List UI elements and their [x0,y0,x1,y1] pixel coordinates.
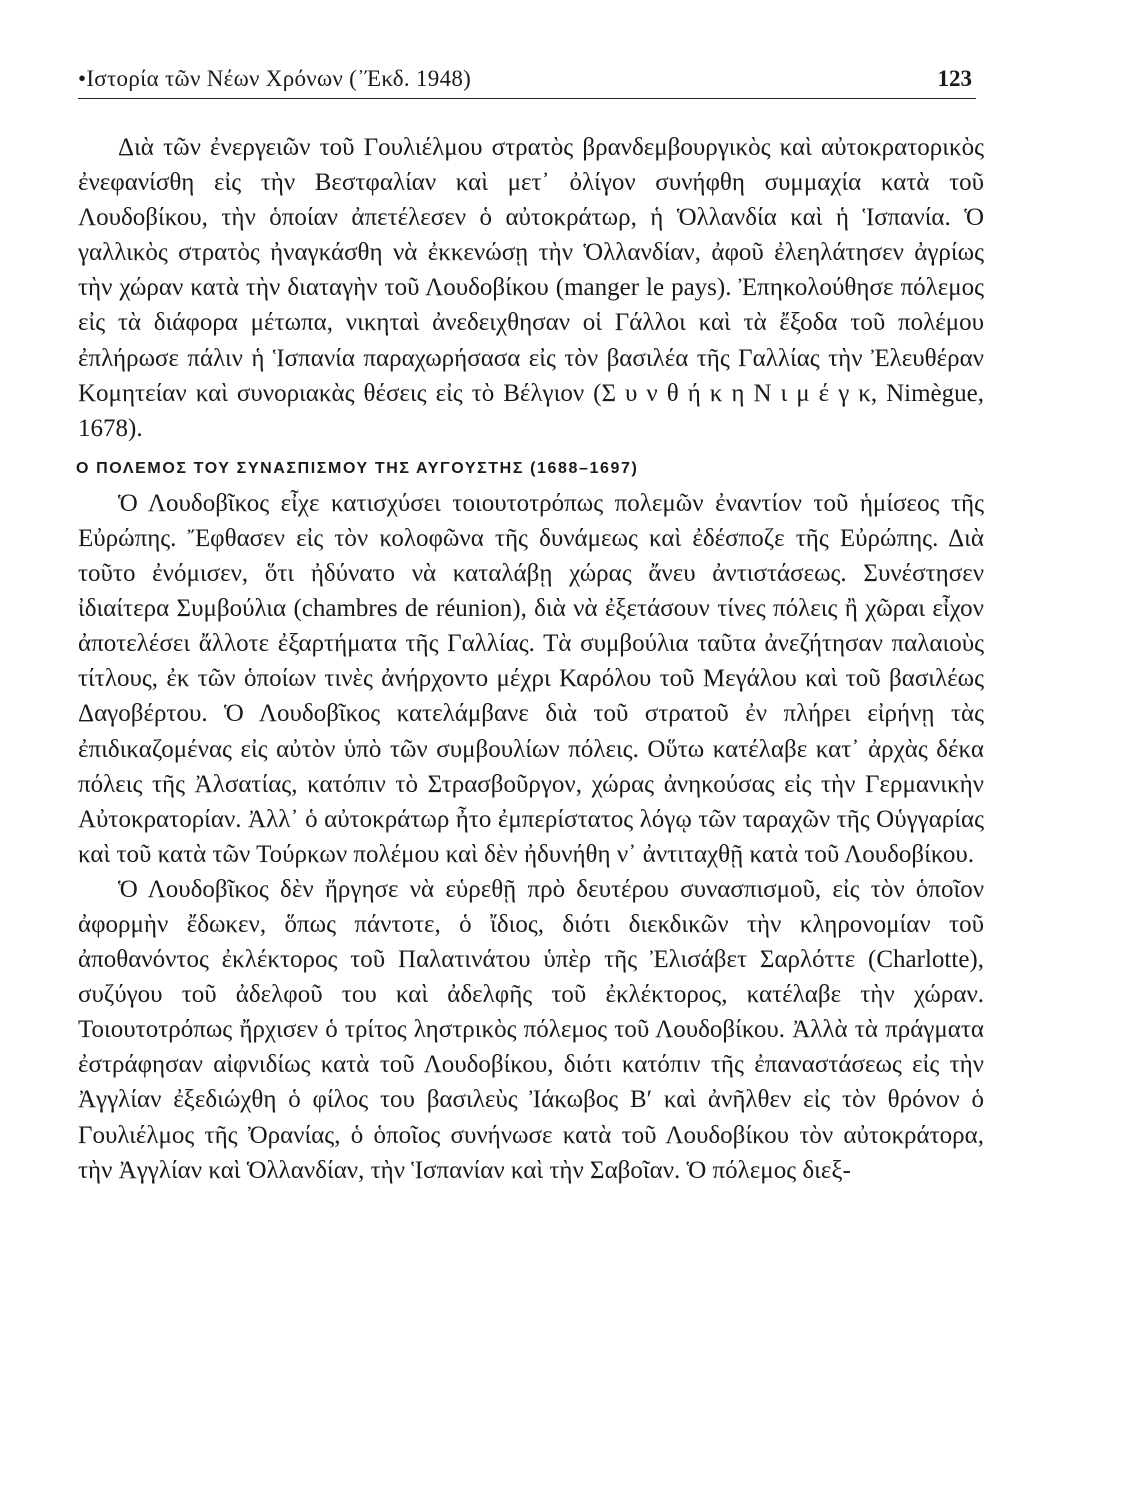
section-heading: Ο ΠΟΛΕΜΟΣ ΤΟΥ ΣΥΝΑΣΠΙΣΜΟΥ ΤΗΣ ΑΥΓΟΥΣΤΗΣ (1688–1697) [76,459,639,477]
paragraph: Διὰ τῶν ἐνεργειῶν τοῦ Γουλιέλμου στρατὸς βρανδεμβουργικὸς καὶ αὐτοκρατορικὸς ἐνεφανίσθη εἰς τὴν Βεστφαλίαν καὶ μετ᾽ ὀλίγον συνήφθη συμμαχία κατὰ τοῦ Λουδοβίκου, τὴν ὁποίαν ἀπετέλεσεν ὁ αὐτοκράτωρ, ἡ Ὁλλανδία καὶ ἡ Ἱσπανία. Ὁ γαλλικὸς στρατὸς ἠναγκάσθη νὰ ἐκκενώσῃ τὴν Ὁλλανδίαν, ἀφοῦ ἐλεηλάτησεν ἀγρίως τὴν χώραν κατὰ τὴν διαταγὴν τοῦ Λουδοβίκου (manger le pays). Ἐπηκολούθησε πόλεμος εἰς τὰ διάφορα μέτωπα, νικηταὶ ἀνεδειχθησαν οἱ Γάλλοι καὶ τὰ ἔξοδα τοῦ πολέμου ἐπλήρωσε πάλιν ἡ Ἱσπανία παραχωρήσασα εἰς τὸν βασιλέα τῆς Γαλλίας τὴν Ἐλευθέραν Κομητείαν καὶ συνοριακὰς θέσεις εἰς τὸ Βέλγιον (Σ υ ν θ ή κ η Ν ι μ έ γ κ, Nimègue, 1678). [78,134,984,442]
page-number: 123 [937,66,972,91]
running-title: •Ιστορία τῶν Νέων Χρόνων (᾿Έκδ. 1948) [78,66,472,91]
body-text [78,130,984,1188]
paragraph: Ὁ Λουδοβῖκος εἶχε κατισχύσει τοιουτοτρόπως πολεμῶν ἐναντίον τοῦ ἡμίσεος τῆς Εὐρώπης. Ἔφθασεν εἰς τὸν κολοφῶνα τῆς δυνάμεως καὶ ἐδέσποζε τῆς Εὐρώπης. Διὰ τοῦτο ἐνόμισεν, ὅτι ἠδύνατο νὰ καταλάβῃ χώρας ἄνευ ἀντιστάσεως. Συνέστησεν ἰδιαίτερα Συμβούλια (chambres de réunion), διὰ νὰ ἐξετάσουν τίνες πόλεις ἢ χῶραι εἶχον ἀποτελέσει ἄλλοτε ἐξαρτήματα τῆς Γαλλίας. Τὰ συμβούλια ταῦτα ἀνεζήτησαν παλαιοὺς τίτλους, ἐκ τῶν ὁποίων τινὲς ἀνήρχοντο μέχρι Καρόλου τοῦ Μεγάλου καὶ τοῦ βασιλέως Δαγοβέρτου. Ὁ Λουδοβῖκος κατελάμβανε διὰ τοῦ στρατοῦ ἐν πλήρει εἰρήνῃ τὰς ἐπιδικαζομένας εἰς αὐτὸν ὑπὸ τῶν συμβουλίων πόλεις. Οὕτω κατέλαβε κατ᾽ ἀρχὰς δέκα πόλεις τῆς Ἀλσατίας, κατόπιν τὸ Στρασβοῦργον, χώρας ἀνηκούσας εἰς τὴν Γερμανικὴν Αὐτοκρατορίαν. Ἀλλ᾽ ὁ αὐτοκράτωρ ἦτο ἐμπερίστατος λόγῳ τῶν ταραχῶν τῆς Οὑγγαρίας καὶ τοῦ κατὰ τῶν Τούρκων πολέμου καὶ δὲν ἠδυνήθη ν᾽ ἀντιταχθῇ κατὰ τοῦ Λουδοβίκου. [78,489,984,868]
running-head [78,66,976,99]
paragraph: Ὁ Λουδοβῖκος δὲν ἤργησε νὰ εὑρεθῇ πρὸ δευτέρου συνασπισμοῦ, εἰς τὸν ὁποῖον ἀφορμὴν ἔδωκεν, ὅπως πάντοτε, ὁ ἴδιος, διότι διεκδικῶν τὴν κληρονομίαν τοῦ ἀποθανόντος ἐκλέκτορος τοῦ Παλατινάτου ὑπὲρ τῆς Ἐλισάβετ Σαρλόττε (Charlotte), συζύγου τοῦ ἀδελφοῦ του καὶ ἀδελφῆς τοῦ ἐκλέκτορος, κατέλαβε τὴν χώραν. Τοιουτοτρόπως ἤρχισεν ὁ τρίτος ληστρικὸς πόλεμος τοῦ Λουδοβίκου. Ἀλλὰ τὰ πράγματα ἐστράφησαν αἰφνιδίως κατὰ τοῦ Λουδοβίκου, διότι κατόπιν τῆς ἐπαναστάσεως εἰς τὴν Ἀγγλίαν ἐξεδιώχθη ὁ φίλος του βασιλεὺς Ἰάκωβος Βʹ καὶ ἀνῆλθεν εἰς τὸν θρόνον ὁ Γουλιέλμος τῆς Ὀρανίας, ὁ ὁποῖος συνήνωσε κατὰ τοῦ Λουδοβίκου τὸν αὐτοκράτορα, τὴν Ἀγγλίαν καὶ Ὁλλανδίαν, τὴν Ἱσπανίαν καὶ τὴν Σαβοῖαν. Ὁ πόλεμος διεξ- [78,875,984,1184]
